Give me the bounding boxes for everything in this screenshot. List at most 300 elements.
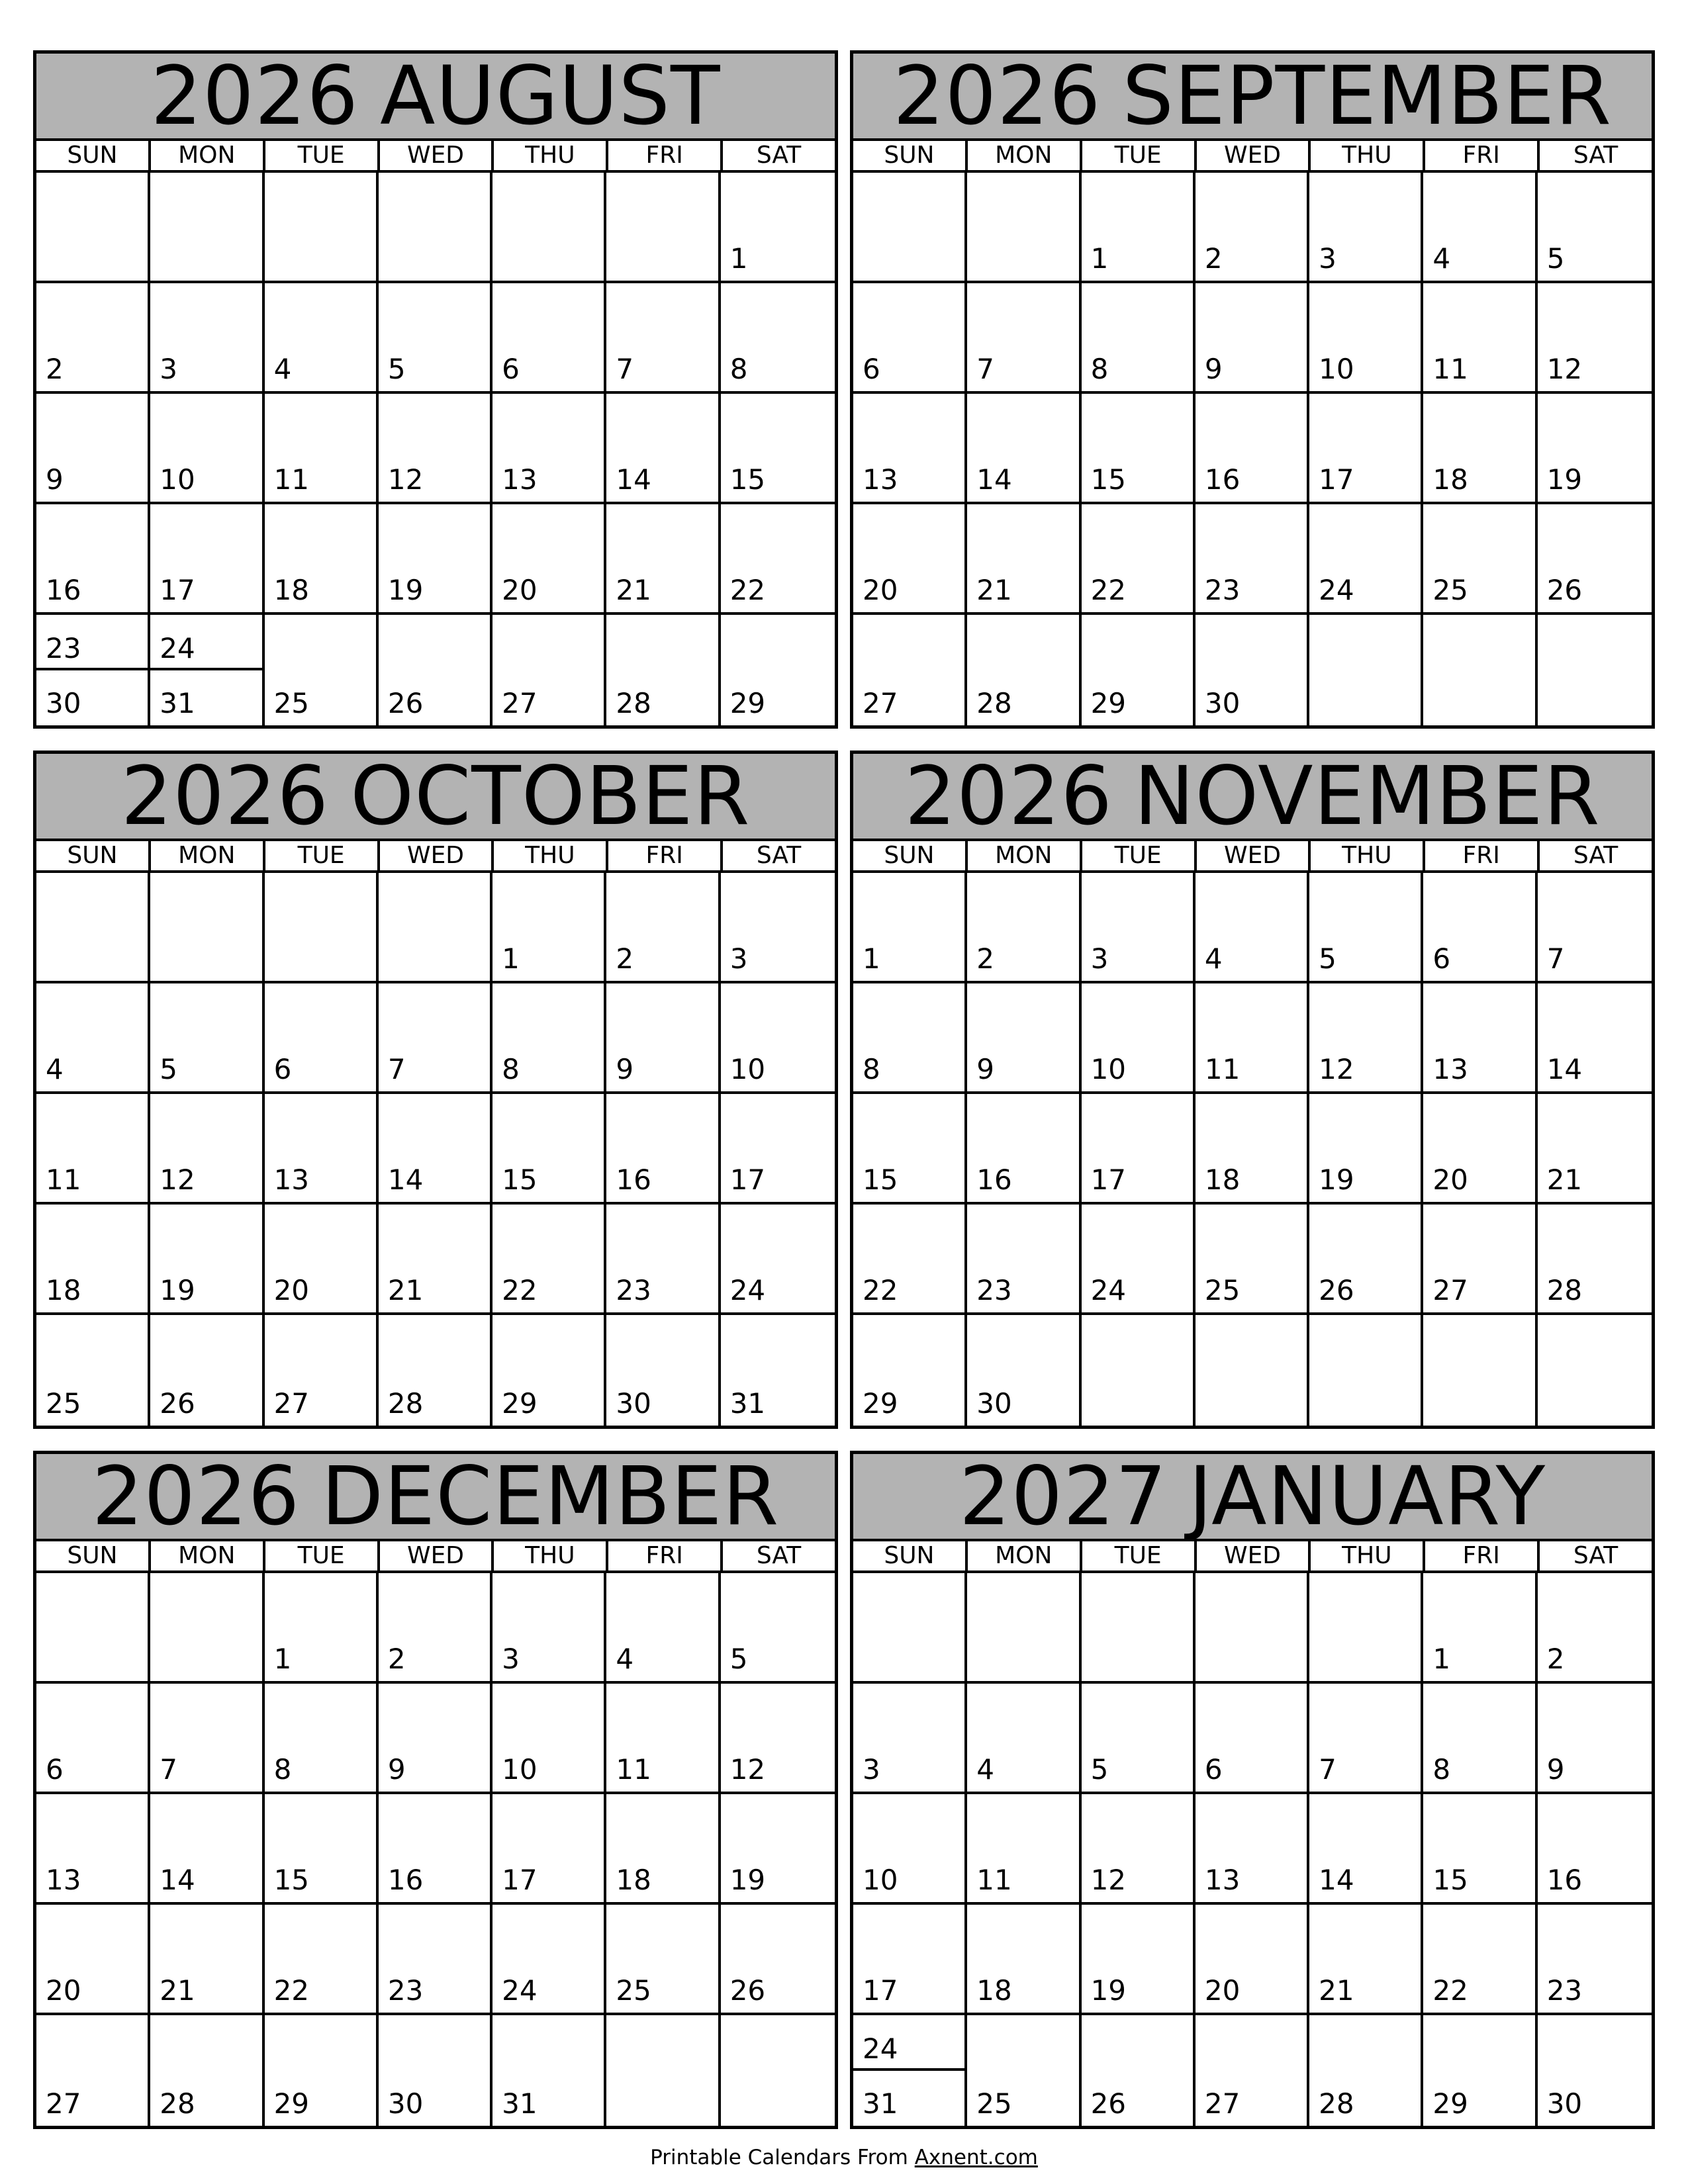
day-number: 4 [976, 1753, 995, 1786]
day-cell [265, 394, 379, 504]
day-cell [967, 1905, 1081, 2015]
day-cell [967, 1573, 1081, 1684]
day-number: 12 [1546, 353, 1583, 385]
day-number: 11 [273, 463, 310, 496]
day-number: 12 [160, 1163, 195, 1196]
day-cell [721, 504, 835, 615]
day-number: 24 [1319, 574, 1354, 606]
day-cell [379, 2015, 492, 2126]
month-calendar [850, 751, 1655, 1429]
day-cell [853, 1905, 967, 2015]
day-number: 17 [502, 1864, 538, 1896]
day-cell [1082, 283, 1196, 394]
day-number: 18 [1432, 463, 1468, 496]
day-cell [1196, 1315, 1309, 1426]
day-cell [1196, 1905, 1309, 2015]
day-number: 20 [502, 574, 538, 606]
day-cell [265, 1684, 379, 1794]
day-cell [150, 283, 264, 394]
day-number: 9 [976, 1053, 995, 1085]
day-number: 24 [502, 1974, 538, 2007]
day-cell [853, 1684, 967, 1794]
day-cell [492, 1205, 606, 1315]
day-number: 16 [46, 574, 81, 606]
day-number: 19 [387, 574, 424, 606]
day-number: 19 [1319, 1163, 1354, 1196]
day-number: 12 [1319, 1053, 1354, 1085]
weekday-label: WED [1197, 841, 1311, 870]
day-number: 6 [1432, 942, 1451, 975]
day-cell [853, 394, 967, 504]
day-cell [967, 283, 1081, 394]
day-number: 28 [976, 687, 1012, 719]
day-cell [150, 1205, 264, 1315]
day-number: 20 [46, 1974, 81, 2007]
month-title-name: NOVEMBER [1133, 749, 1601, 843]
day-cell [967, 173, 1081, 283]
day-number: 30 [616, 1387, 651, 1420]
month-title [853, 1449, 1652, 1543]
month-title-name: SEPTEMBER [1122, 49, 1612, 143]
day-cell [1538, 1573, 1652, 1684]
day-number: 7 [387, 1053, 406, 1085]
day-cell [721, 615, 835, 725]
day-number: 1 [273, 1643, 292, 1675]
day-number: 3 [502, 1643, 520, 1675]
day-cell [967, 1684, 1081, 1794]
days-grid [36, 173, 835, 725]
day-cell [1423, 873, 1537, 983]
day-cell [721, 1094, 835, 1205]
day-cell [967, 394, 1081, 504]
day-number: 17 [160, 574, 195, 606]
day-cell [1196, 1794, 1309, 1905]
day-number: 10 [1090, 1053, 1127, 1085]
month-title-year: 2026 [91, 1449, 301, 1543]
day-number: 23 [46, 631, 81, 664]
day-cell [1538, 615, 1652, 725]
day-cell-split-top [853, 2015, 964, 2071]
day-cell [1309, 2015, 1423, 2126]
day-cell [853, 1205, 967, 1315]
day-cell [606, 1315, 720, 1426]
weekday-label: FRI [1425, 141, 1540, 170]
day-number: 21 [1319, 1974, 1354, 2007]
day-cell [1309, 173, 1423, 283]
day-cell [379, 873, 492, 983]
day-number: 5 [1546, 242, 1565, 275]
weekday-label: THU [1311, 1541, 1425, 1570]
day-number: 13 [46, 1864, 81, 1896]
day-cell [1538, 1905, 1652, 2015]
day-number: 11 [616, 1753, 651, 1786]
day-number: 17 [729, 1163, 766, 1196]
day-cell [36, 873, 150, 983]
day-number: 8 [863, 1053, 880, 1085]
day-number: 5 [387, 353, 406, 385]
month-title-year: 2026 [904, 749, 1113, 843]
day-cell [1309, 394, 1423, 504]
day-cell [1538, 173, 1652, 283]
day-cell [967, 2015, 1081, 2126]
weekday-label: SUN [853, 141, 968, 170]
day-number: 2 [1204, 242, 1223, 275]
day-number: 20 [273, 1274, 310, 1306]
weekday-label: FRI [608, 1541, 723, 1570]
weekday-label: TUE [1082, 141, 1197, 170]
month-calendar [33, 1451, 838, 2129]
day-cell [492, 1094, 606, 1205]
day-cell [379, 1905, 492, 2015]
day-number: 8 [1090, 353, 1109, 385]
day-number: 27 [1432, 1274, 1468, 1306]
day-cell [379, 1684, 492, 1794]
day-number: 5 [1319, 942, 1336, 975]
day-cell [721, 983, 835, 1094]
day-cell [36, 983, 150, 1094]
day-cell [967, 615, 1081, 725]
weekday-label: THU [1311, 841, 1425, 870]
day-number: 14 [616, 463, 651, 496]
day-cell [967, 1315, 1081, 1426]
day-number: 20 [863, 574, 898, 606]
day-cell [150, 983, 264, 1094]
weekday-label: FRI [1425, 841, 1540, 870]
day-cell [853, 283, 967, 394]
day-number: 25 [976, 2087, 1012, 2120]
month-title [36, 1449, 835, 1543]
weekday-label: SAT [1573, 1542, 1618, 1569]
day-number: 9 [616, 1053, 634, 1085]
day-cell [606, 504, 720, 615]
day-number: 25 [1432, 574, 1468, 606]
day-number: 5 [160, 1053, 178, 1085]
day-number: 26 [387, 687, 424, 719]
day-cell [1196, 983, 1309, 1094]
days-grid [853, 873, 1652, 1426]
day-cell [1196, 504, 1309, 615]
day-cell [1423, 283, 1537, 394]
day-cell [967, 873, 1081, 983]
day-number: 22 [502, 1274, 538, 1306]
day-cell [150, 504, 264, 615]
day-number: 2 [46, 353, 64, 385]
weekday-label: SAT [756, 142, 802, 169]
day-cell [1196, 873, 1309, 983]
day-number: 19 [1546, 463, 1583, 496]
day-cell [36, 2015, 150, 2126]
day-cell [853, 1794, 967, 1905]
day-number: 27 [502, 687, 538, 719]
day-cell [1309, 983, 1423, 1094]
day-number: 21 [387, 1274, 424, 1306]
weekday-label: WED [380, 1541, 494, 1570]
day-number: 7 [616, 353, 634, 385]
day-number: 20 [1204, 1974, 1241, 2007]
day-number: 9 [1546, 1753, 1565, 1786]
day-cell [150, 1684, 264, 1794]
month-title-name: AUGUST [379, 49, 721, 143]
day-number: 2 [976, 942, 995, 975]
day-number: 8 [729, 353, 748, 385]
day-number: 18 [273, 574, 310, 606]
weekday-label: SUN [853, 1541, 968, 1570]
day-number: 11 [1432, 353, 1468, 385]
weekday-label: THU [494, 141, 608, 170]
day-cell [150, 173, 264, 283]
day-cell [721, 283, 835, 394]
day-number: 22 [273, 1974, 310, 2007]
day-cell [492, 394, 606, 504]
day-cell [1423, 1794, 1537, 1905]
day-cell [36, 1573, 150, 1684]
day-cell [1309, 1794, 1423, 1905]
weekday-label: SAT [1573, 142, 1618, 169]
day-number: 4 [1204, 942, 1223, 975]
day-number: 22 [729, 574, 766, 606]
day-number: 16 [387, 1864, 424, 1896]
day-cell [1423, 1094, 1537, 1205]
month-title-name: DECEMBER [321, 1449, 780, 1543]
day-number: 3 [160, 353, 178, 385]
day-cell [150, 1794, 264, 1905]
day-cell [265, 1794, 379, 1905]
day-number: 15 [729, 463, 766, 496]
day-cell [492, 873, 606, 983]
day-number: 23 [1204, 574, 1241, 606]
day-cell [1309, 1315, 1423, 1426]
day-cell [1196, 615, 1309, 725]
day-cell [1309, 1205, 1423, 1315]
day-cell [150, 615, 264, 725]
day-cell [606, 1684, 720, 1794]
day-cell [721, 1573, 835, 1684]
day-cell [1423, 983, 1537, 1094]
day-cell [1082, 1205, 1196, 1315]
day-number: 4 [46, 1053, 64, 1085]
day-cell [1538, 394, 1652, 504]
day-number: 13 [863, 463, 898, 496]
weekday-label: FRI [1425, 1541, 1540, 1570]
day-number: 6 [863, 353, 880, 385]
day-number: 15 [1090, 463, 1127, 496]
day-cell [1538, 2015, 1652, 2126]
day-cell [150, 1315, 264, 1426]
day-number: 19 [729, 1864, 766, 1896]
day-cell [379, 283, 492, 394]
day-cell [36, 504, 150, 615]
month-calendar [33, 751, 838, 1429]
footer-link[interactable]: Axnent.com [914, 2146, 1038, 2169]
day-cell [1309, 615, 1423, 725]
day-cell [1538, 1205, 1652, 1315]
day-number: 28 [1546, 1274, 1583, 1306]
day-number: 10 [1319, 353, 1354, 385]
day-number: 9 [1204, 353, 1223, 385]
day-cell [606, 394, 720, 504]
day-number: 22 [863, 1274, 898, 1306]
day-cell [1196, 1684, 1309, 1794]
day-number: 7 [1319, 1753, 1336, 1786]
day-cell [721, 1794, 835, 1905]
day-cell [721, 394, 835, 504]
day-number: 21 [1546, 1163, 1583, 1196]
day-cell [379, 1794, 492, 1905]
day-number: 14 [1319, 1864, 1354, 1896]
days-grid [853, 173, 1652, 725]
day-cell [606, 1573, 720, 1684]
day-cell [36, 1794, 150, 1905]
day-number: 11 [46, 1163, 81, 1196]
day-number: 31 [729, 1387, 766, 1420]
day-number: 1 [1090, 242, 1109, 275]
footer-text: Printable Calendars From [650, 2146, 908, 2169]
day-cell [853, 615, 967, 725]
day-number: 11 [1204, 1053, 1241, 1085]
weekday-header-row [36, 141, 835, 173]
day-cell [36, 1205, 150, 1315]
day-number: 30 [1546, 2087, 1583, 2120]
day-number: 14 [976, 463, 1012, 496]
day-number: 16 [1546, 1864, 1583, 1896]
day-number: 4 [616, 1643, 634, 1675]
day-number: 10 [729, 1053, 766, 1085]
day-number: 16 [976, 1163, 1012, 1196]
day-cell [379, 504, 492, 615]
day-cell [265, 2015, 379, 2126]
day-cell [1309, 504, 1423, 615]
day-cell [721, 2015, 835, 2126]
day-cell [492, 2015, 606, 2126]
day-cell [265, 873, 379, 983]
month-title-name: OCTOBER [350, 749, 751, 843]
day-cell [492, 1794, 606, 1905]
day-number: 17 [1319, 463, 1354, 496]
day-cell [1196, 283, 1309, 394]
day-cell [721, 173, 835, 283]
day-cell [265, 1205, 379, 1315]
day-number: 8 [502, 1053, 520, 1085]
day-number: 18 [616, 1864, 651, 1896]
weekday-label: TUE [265, 1541, 380, 1570]
day-cell [36, 394, 150, 504]
day-number: 15 [1432, 1864, 1468, 1896]
day-number: 27 [273, 1387, 310, 1420]
day-number: 13 [1432, 1053, 1468, 1085]
day-number: 28 [387, 1387, 424, 1420]
month-title [36, 749, 835, 843]
day-cell [721, 1905, 835, 2015]
day-cell [265, 1315, 379, 1426]
day-number: 29 [729, 687, 766, 719]
day-cell [1309, 1573, 1423, 1684]
day-number: 29 [273, 2087, 310, 2120]
day-number: 6 [502, 353, 520, 385]
day-cell [492, 1684, 606, 1794]
day-cell [1082, 983, 1196, 1094]
day-number: 30 [387, 2087, 424, 2120]
day-number: 19 [160, 1274, 195, 1306]
day-cell [606, 2015, 720, 2126]
day-number: 25 [46, 1387, 81, 1420]
day-number: 15 [273, 1864, 310, 1896]
day-number: 29 [502, 1387, 538, 1420]
day-number: 25 [616, 1974, 651, 2007]
day-number: 27 [46, 2087, 81, 2120]
day-cell [1538, 1794, 1652, 1905]
day-cell [265, 1094, 379, 1205]
day-number: 14 [387, 1163, 424, 1196]
day-number: 18 [976, 1974, 1012, 2007]
day-number: 12 [729, 1753, 766, 1786]
day-cell [36, 1684, 150, 1794]
day-number: 1 [729, 242, 748, 275]
day-cell [265, 983, 379, 1094]
day-number: 11 [976, 1864, 1012, 1896]
day-number: 13 [502, 463, 538, 496]
day-number: 4 [273, 353, 292, 385]
day-cell [1082, 1094, 1196, 1205]
day-number: 13 [273, 1163, 310, 1196]
day-number: 7 [1546, 942, 1565, 975]
day-cell [1082, 2015, 1196, 2126]
days-grid [853, 1573, 1652, 2126]
day-cell [150, 394, 264, 504]
weekday-label: SUN [853, 841, 968, 870]
month-title-year: 2027 [959, 1449, 1168, 1543]
day-number: 7 [976, 353, 995, 385]
day-cell [379, 1205, 492, 1315]
day-cell [721, 1205, 835, 1315]
day-cell [853, 504, 967, 615]
weekday-label: WED [1197, 141, 1311, 170]
day-cell [1082, 394, 1196, 504]
day-number: 8 [1432, 1753, 1451, 1786]
weekday-label: TUE [1082, 1541, 1197, 1570]
day-number: 3 [1319, 242, 1336, 275]
day-cell [36, 1905, 150, 2015]
day-number: 7 [160, 1753, 178, 1786]
day-cell [606, 283, 720, 394]
days-grid [36, 1573, 835, 2126]
day-cell [1309, 873, 1423, 983]
day-number: 17 [1090, 1163, 1127, 1196]
day-number: 6 [273, 1053, 292, 1085]
day-cell [1196, 173, 1309, 283]
day-number: 1 [502, 942, 520, 975]
day-cell [1423, 615, 1537, 725]
day-cell [492, 983, 606, 1094]
month-title [853, 49, 1652, 143]
day-number: 23 [616, 1274, 651, 1306]
day-cell [36, 173, 150, 283]
month-title-name: JANUARY [1188, 1449, 1546, 1543]
day-number: 9 [46, 463, 64, 496]
day-cell [492, 173, 606, 283]
weekday-label: SAT [756, 842, 802, 869]
day-number: 28 [160, 2087, 195, 2120]
day-cell [265, 173, 379, 283]
day-number: 6 [46, 1753, 64, 1786]
day-cell [36, 615, 150, 725]
day-cell [1423, 1315, 1537, 1426]
weekday-header-row [853, 841, 1652, 873]
day-number: 27 [1204, 2087, 1241, 2120]
day-number: 29 [1090, 687, 1127, 719]
day-cell-split-top [150, 615, 261, 670]
weekday-label: MON [968, 141, 1082, 170]
day-cell [492, 504, 606, 615]
